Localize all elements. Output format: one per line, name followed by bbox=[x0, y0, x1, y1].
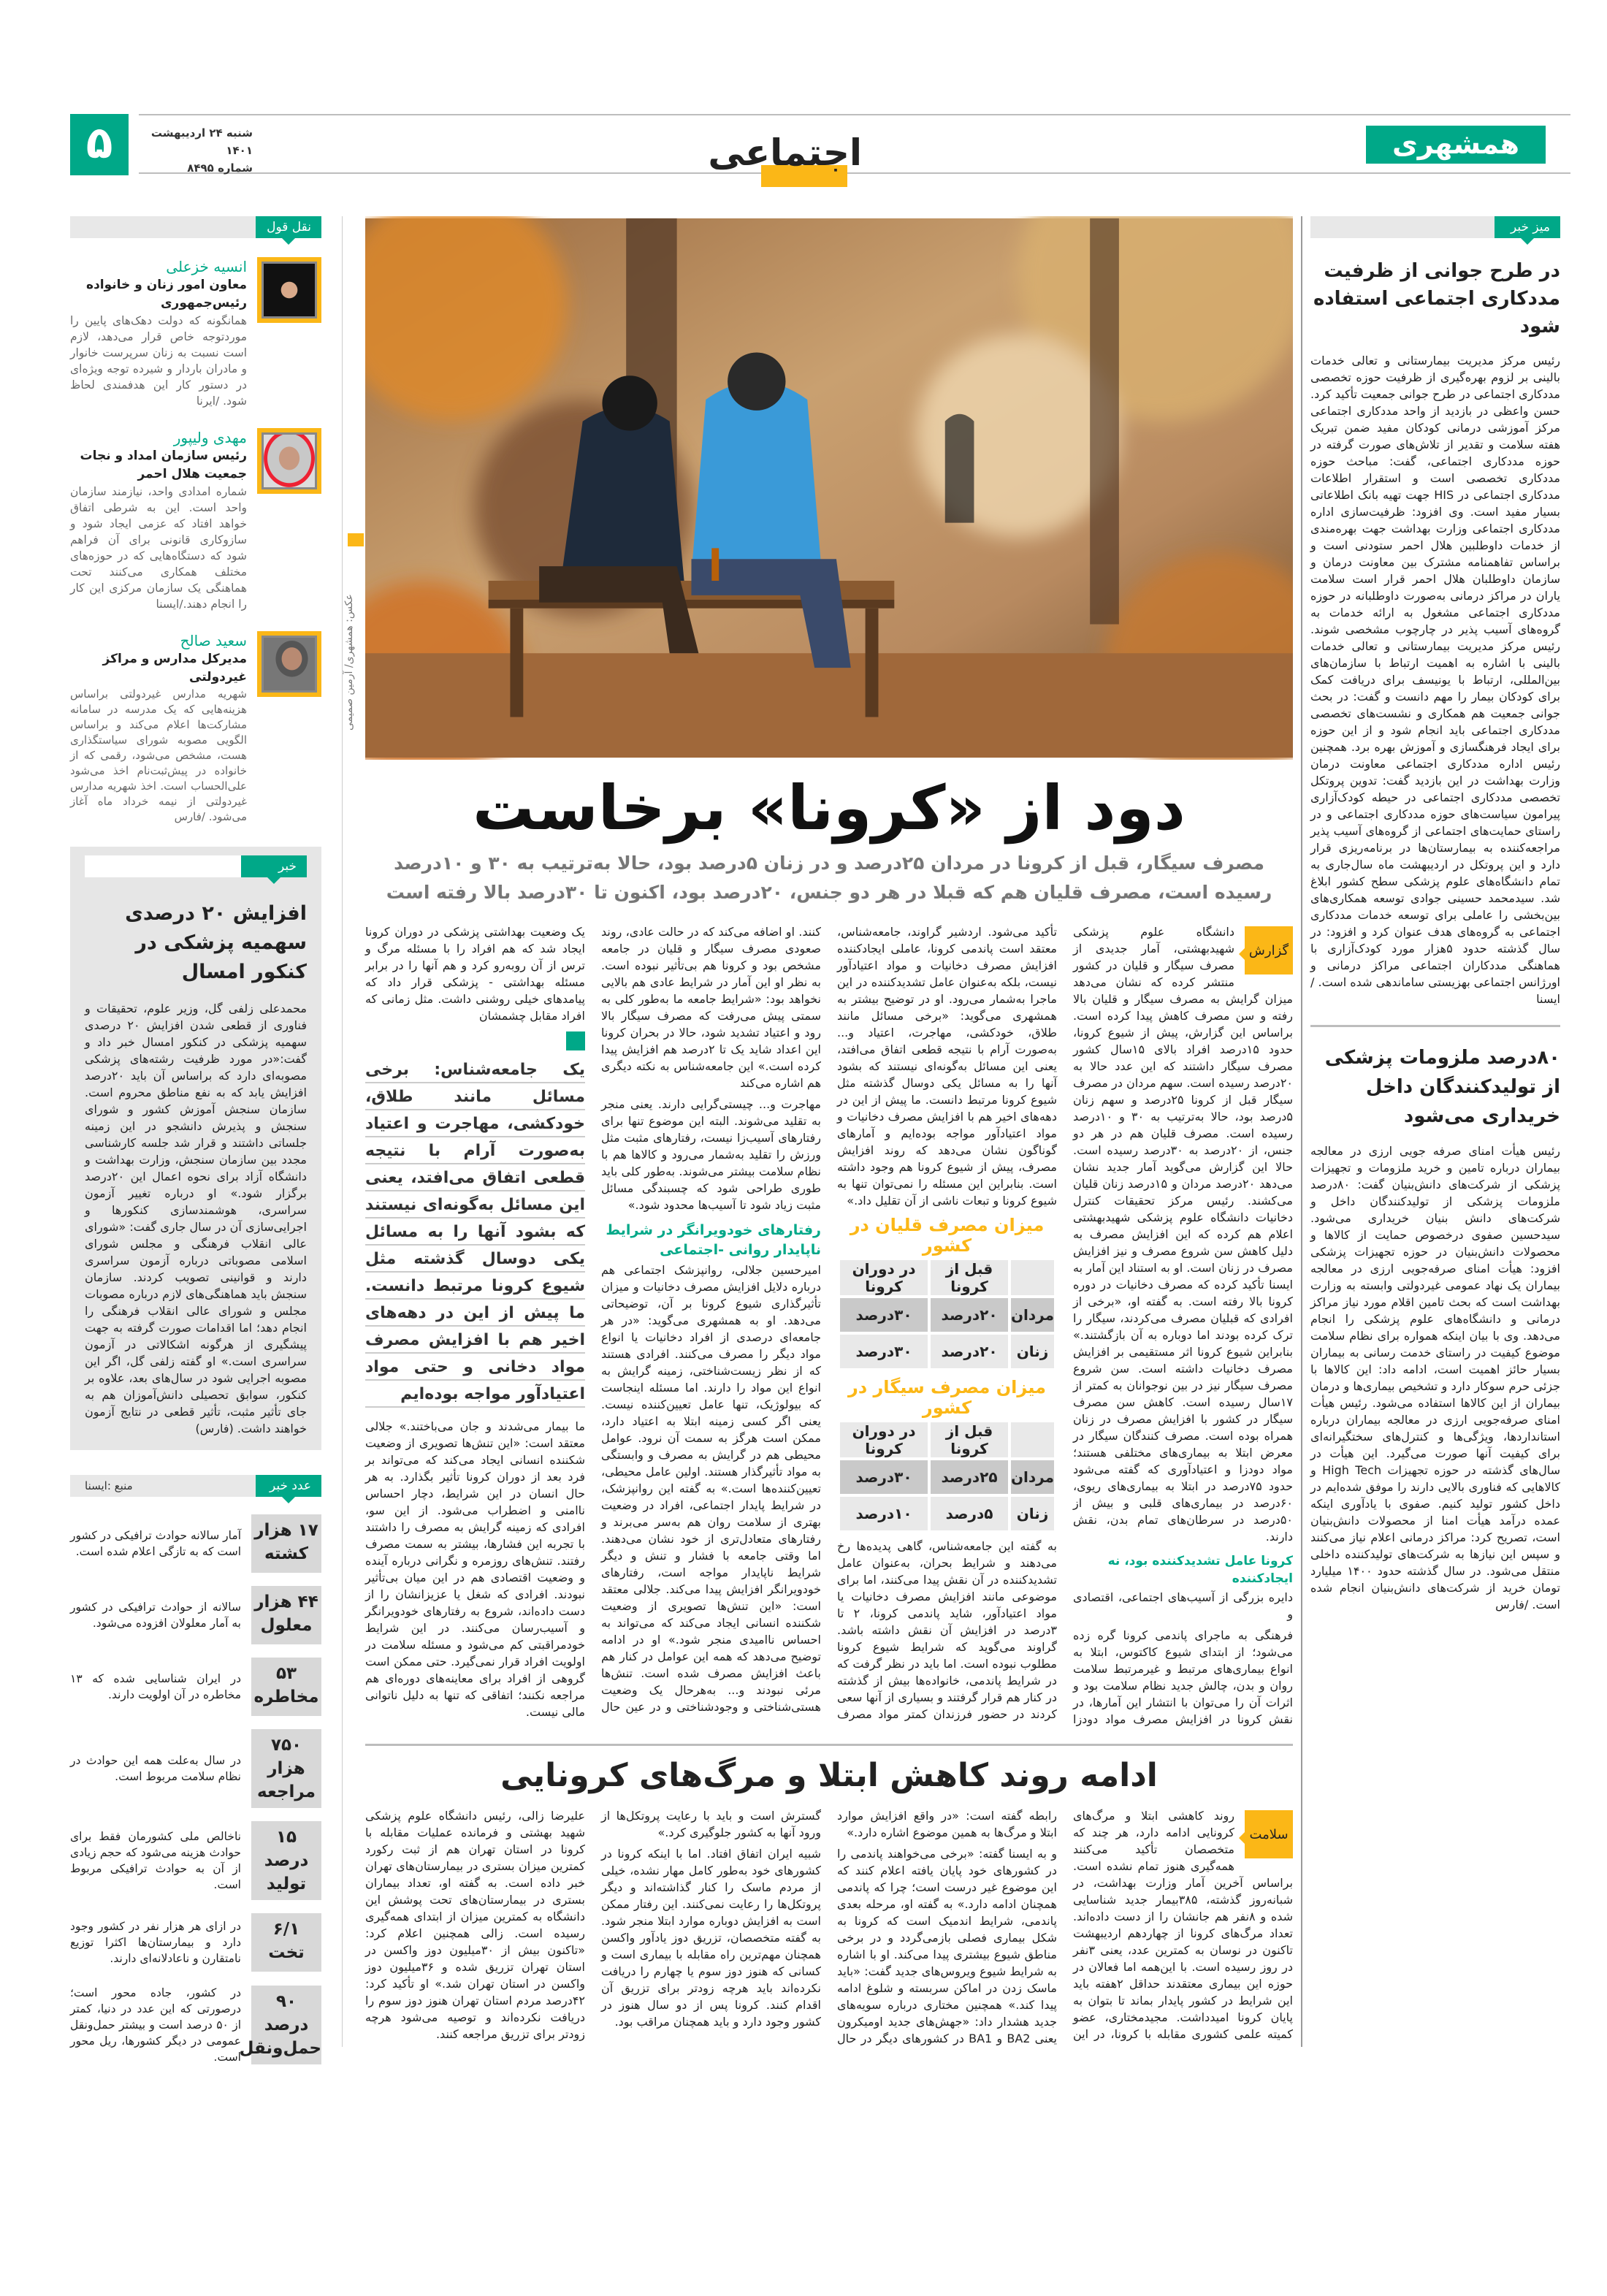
issue-date: شنبه ۲۴ اردیبهشت ۱۴۰۱ bbox=[150, 126, 253, 157]
number-item bbox=[70, 1913, 321, 1972]
main-lead: مصرف سیگار، قبل از کرونا در مردان ۲۵درصد و در زنان ۵درصد بود، حالا به‌ترتیب به ۳۰ و ۱۰درصد رسیده است، مصرف قلیان هم که قبلا در هر دو جنس، ۲۰درصد بود، اکنون تا ۳۰درصد بالا رفته است bbox=[386, 853, 1272, 903]
pullquote-marker bbox=[566, 1031, 585, 1050]
section-title: اجتماعی bbox=[708, 131, 862, 174]
section-logo bbox=[708, 129, 862, 191]
table-header: در دوران کرونا bbox=[840, 1260, 928, 1295]
table-cell: ۲۵درصد bbox=[931, 1460, 1008, 1494]
number-value-box bbox=[251, 1658, 321, 1716]
number-value-box bbox=[251, 1586, 321, 1644]
desk-story-headline: در طرح جوانی از ظرفیت مددکاری اجتماعی استفاده شود bbox=[1313, 260, 1560, 337]
desk-story-headline: ۸۰درصد ملزومات پزشکی از تولیدکنندگان داخل خریداری می‌شود bbox=[1324, 1047, 1560, 1127]
photo-credit-marker bbox=[348, 533, 364, 546]
photo-credit-text: عکس: همشهری/ آرمین صمیمی bbox=[343, 594, 355, 731]
table-header: قبل از کرونا bbox=[931, 1422, 1008, 1457]
number-description: ناخالص ملی کشورمان فقط برای حوادث هزینه می‌شود که حجم زیادی از آن به حوادث ترافیکی مربوط است. bbox=[70, 1830, 241, 1891]
desk-story-body: رئیس هیأت امنای صرفه جویی ارزی در معالجه بیماران درباره تامین و خرید ملزومات و تجهیزات پزشکی از شرکت‌های دانش‌بنیان گفت: ۸۰درصد ملزومات پزشکی از تولیدکنندگان داخل و شرکت‌های دانش بنیان خریداری می‌شود. سیدحسین صفوی درخصوص حمایت از کالاها و محصولات دانش‌بنیان در حوزه تجهیزات پزشکی افزود: هیأت امنای صرفه‌جویی ارزی در معالجه بیماران یک نهاد عمومی غیردولتی وابسته به وزارت بهداشت است که بحث تامین اقلام مورد نیاز مراکز درمانی و دانشگاه‌های علوم پزشکی را انجام می‌دهد. وی با بیان اینکه همواره برای نظام سلامت موضوع کیفیت در راستای خدمت رسانی به بیماران بسیار حائز اهمیت است، ادامه داد: این کالاها با جزئی حرم سوکار دارد و تشخیص بیماری‌ها و درمان بیماران از این کالاها استفاده می‌شود. رئیس هیأت امنای صرفه‌جویی ارزی در معالجه بیماران درباره استانداردها، ویژگی‌ها و کنترل‌های سختگیرانه‌ای برای کیفیت آنها صورت می‌گیرد. این هیأت در سال‌های گذشته در حوزه تجهیزات High Tech و کالاهایی که فناوری بالایی دارند را موفق شده‌ایم در داخل کشور تولید کنیم. صفوی با یادآوری اینکه عمده درآمد هیأت امنا از محصولات دانش‌بنیان است، تصریح کرد: مراکز درمانی اعلام نیاز می‌کنند و سپس این نیازها به شرکت‌های تولیدکننده داخلی منتقل می‌شود. در سال گذشته حدود ۱۴۰۰ میلیارد تومان خرید از شرکت‌های دانش‌بنیان انجام شده است. /فارس bbox=[1310, 1144, 1561, 1612]
article-text: امیرحسین جلالی، روانپزشک اجتماعی هم درباره دلایل افزایش مصرف دخانیات و میزان تأثیرگذاری شیوع کرونا بر آن، توضیحاتی می‌دهد. او به همشهری می‌گوید: «در هر جامعه‌ای درصدی از افراد دخانیات یا انواع مواد دیگر را مصرف می‌کنند. افرادی هستند که از نظر زیست‌شناختی، زمینه گرایش به انواع این مواد را دارند. اما مسئله اینجاست که بیولوژیک، تنها عامل تعیین‌کننده نیست. یعنی اگر کسی زمینه ابتلا به اعتیاد دارد، ممکن است هرگز به سمت آن نرود. عوامل محیطی هم در گرایش به مصرف و وابستگی به مواد تأثیرگذار هستند. اولین عامل محیطی، تعیین‌کننده‌ها است.» به گفته این روانپزشک، در شرایط پایدار اجتماعی، افراد در وضعیت بهتری از سلامت روان هم به‌سر می‌برند و رفتارهای متعادل‌تری از خود نشان می‌دهند. اما وقتی جامعه با فشار و تنش و دیگر شرایط ناپایدار مواجه است، رفتارهای خودویرانگر افزایش پیدا می‌کند. جلالی معتقد است: «این تنش‌ها تصویری از وضعیت شکننده انسانی ایجاد می‌کند که می‌تواند به احساس ناامیدی منجر شود.» او در ادامه توضیح می‌دهد که همه این عوامل در کنار هم باعث افزایش مصرف شده است. تنش‌ها مرئی نبودند و... به‌هرحال یک وضعیت هستی‌شناختی و وجودشناختی و در عین حال یک وضعیت بهداشتی پزشکی در دوران کرونا ایجاد شد که هم افراد را با مسئله مرگ و ترس از آن روبه‌رو کرد و هم آنها را در برابر مسئله بهداشتی - پزشکی قرار داد که پیامدهای خیلی روشنی داشت. مثل زمانی که افراد مقابل چشمشان bbox=[365, 925, 821, 1714]
article-text: فرهنگی به ماجرای پاندمی کرونا گره زده می‌شود؛ از ابتدای شیوع کاکتوس، ابتلا به انواع بیماری‌های مرتبط و غیرمرتبط سلامت روان و بدن، چالش جدید نظام سلامت بود و اثرات آن را می‌توان با انتشار این آمارها، در نقش کرونا در افزایش مصرف مواد دودزا تأکید می‌شود. اردشیر گراوند، جامعه‌شناس، معتقد است پاندمی کرونا، عاملی ایجادکننده افزایش مصرف دخانیات و مواد اعتیادآور نیست، بلکه به‌عنوان عامل تشدیدکننده در این ماجرا به‌شمار می‌رود. او در توضیح بیشتر به همشهری می‌گوید: «برخی مسائل مانند طلاق، خودکشی، مهاجرت، اعتیاد و... به‌صورت آرام با نتیجه قطعی اتفاق می‌افتد، یعنی این مسائل به‌گونه‌ای نیستند که بشود آنها را به مسائل یکی دوسال گذشته مثل شیوع کرونا مرتبط دانست. ما پیش از این در دهه‌های اخیر هم با افزایش مصرف دخانیات و مواد اعتیادآور مواجه بوده‌ایم و آمارهای گوناگون نشان می‌دهد که روند افزایش مصرف، پیش از شیوع کرونا هم وجود داشته است. بنابراین این مسئله را نمی‌توان تنها به شیوع کرونا و تبعات ناشی از آن تقلیل داد.» bbox=[837, 925, 1293, 1726]
table-cell: ۱۰درصد bbox=[840, 1497, 928, 1530]
number-item bbox=[70, 1658, 321, 1716]
table-cell: مردان bbox=[1011, 1298, 1054, 1332]
main-article-columns bbox=[365, 923, 1293, 1728]
news-tag-bar bbox=[85, 855, 307, 877]
numbers-source: منبع :ایسنا bbox=[85, 1479, 133, 1492]
quote-author: سعید صالح bbox=[180, 632, 247, 649]
numbers-list bbox=[70, 1497, 321, 2065]
cigarette-table-block bbox=[837, 1377, 1057, 1533]
desk-tag: میز خبر bbox=[1495, 216, 1560, 238]
article-text: مهاجرت و... چیستی‌گرایی دارند. یعنی منجر به تقلید می‌شوند. البته این موضوع تنها برای رفتارهای آسیب‌زا نیست، رفتارهای مثبت مثل ورزش را تقلید به‌شمار می‌رود و کالاها هم با نظام سلامت بیشتر می‌شوند. به‌طور کلی باید طوری طراحی شود که چسبندگی مسائل مثبت زیاد شود تا آسیب‌ها محدود شود.» bbox=[601, 1097, 821, 1212]
hookah-table-block bbox=[837, 1215, 1057, 1371]
quote-author-title: مدیرکل مدارس و مراکز غیردولتی bbox=[102, 652, 247, 684]
park-bench-photo bbox=[365, 216, 1293, 760]
number-description: آمار سالانه حوادث ترافیکی در کشور است که به تازگی اعلام شده است. bbox=[70, 1529, 241, 1558]
quote-text: همانگونه که دولت دهک‌های پایین را موردتوجه خاص قرار می‌دهد، لازم است نسبت به زنان سرپرست خانوار و مادران باردار و شیرده توجه ویژه‌ای در دستور کار این هدفمندی لحاظ شود. /ایرنا bbox=[70, 314, 247, 408]
main-content bbox=[365, 216, 1293, 2047]
number-value: ۴۴ هزار bbox=[254, 1593, 318, 1612]
number-item bbox=[70, 1729, 321, 1808]
article-text: و به ایسنا گفته: «برخی می‌خواهند پاندمی را در کشورهای خود پایان یافته اعلام کنند که این موضوع غیر درست است؛ چرا که پاندمی همچنان ادامه دارد.» به گفته او، مرحله بعدی پاندمی، شرایط اندمیک است که کرونا به شکل بیماری فصلی بازمی‌گردد و در برخی مناطق شیوع بیشتری پیدا می‌کند. او با اشاره به شرایط شیوع ویروس‌های جدید گفت: «باید ماسک زدن در اماکن سربسته و شلوغ ادامه پیدا کند.» همچنین مختاری درباره سویه‌های جدید هشدار داد: «جهش‌های جدید اومیکرون یعنی BA2 و BA1 در کشورهای دیگر در حال گسترش است و باید با رعایت پروتکل‌ها از ورود آنها به کشور جلوگیری کرد.» bbox=[601, 1809, 1057, 2045]
quotes-tag-bar bbox=[70, 216, 321, 238]
table-cell: مردان bbox=[1011, 1460, 1054, 1494]
table-title: میزان مصرف سیگار در کشور bbox=[848, 1377, 1046, 1418]
number-value-box bbox=[251, 1514, 321, 1573]
quote-item bbox=[70, 257, 321, 409]
number-value-box bbox=[239, 1986, 321, 2064]
table-header bbox=[1011, 1422, 1054, 1457]
table-cell: زنان bbox=[1011, 1497, 1054, 1530]
cigarette-table bbox=[837, 1419, 1057, 1533]
table-cell: ۵درصد bbox=[931, 1497, 1008, 1530]
news-tag: خبر bbox=[241, 855, 307, 877]
number-unit: تولید bbox=[266, 1874, 307, 1893]
number-unit: حمل‌ونقل bbox=[239, 2039, 321, 2058]
article-subhead: رفتارهای خودویرانگر در شرایط ناپایدار روانی -اجتماعی bbox=[606, 1222, 821, 1258]
photo-credit bbox=[343, 594, 355, 731]
news-body: محمدعلی زلفی گل، وزیر علوم، تحقیقات و فناوری از قطعی شدن افزایش ۲۰ درصدی سهمیه پزشکی در کنکور امسال خبر داد و گفت:«در مورد ظرفیت رشته‌های پزشکی مصوبه‌ای دارد که براساس آن باید ۲۰درصد افزایش یابد که به نفع مناطق محروم است. سازمان سنجش آموزش کشور و شورای سنجش و پذیرش دانشجو در این زمینه جلساتی داشتند و قرار شد جلسه کارشناسی مجدد بین سازمان سنجش، وزارت بهداشت و دانشگاه آزاد برای نحوه اعمال این ۲۰درصد برگزار شود.» او درباره تغییر آزمون سراسری، هوشمندسازی کنکورها و اجرایی‌سازی آن در سال جاری گفت: «شورای عالی انقلاب فرهنگی و مجلس شورای اسلامی مصوباتی درباره آزمون سراسری دارند و قوانینی تصویب کردند. سازمان سنجش باید هماهنگی‌های لازم درباره مصوبات مجلس و شورای عالی انقلاب فرهنگی را انجام دهد؛ اما اقدامات صورت گرفته به جهت پیشگیری از هرگونه اشکالاتی در آزمون سراسری است.» او گفته زلفی گل، اگر این مصوبه اجرایی شود در سال‌های بعد، علاوه بر کنکور، سوابق تحصیلی دانش‌آموزان هم به جای تأثیر مثبت، تأثیر قطعی در نتایج آزمون خواهند داشت. (فارس) bbox=[85, 1002, 307, 1435]
article-subhead: کرونا عامل تشدیدکننده بود، نه ایجادکننده bbox=[1107, 1554, 1293, 1586]
number-item bbox=[70, 1514, 321, 1573]
table-header: در دوران کرونا bbox=[840, 1422, 928, 1457]
article-text: ما بیمار می‌شدند و جان می‌باختند.» جلالی معتقد است: «این تنش‌ها تصویری از وضعیت شکننده انسانی ایجاد می‌کند که می‌تواند بر فرد بعد از دوران کرونا تأثیر بگذارد. به هر حال انسان در این شرایط، دچار احساس ناامنی و اضطراب می‌شود. از این سو، افرادی که زمینه گرایش به مصرف را داشتند با تجربه این فشارها، بیشتر به سمت مصرف رفتند. تنش‌های روزمره و نگرانی درباره آینده و وضعیت اقتصادی هم در این میان بی‌تأثیر نبودند. افرادی که شغل یا عزیزانشان را از دست داده‌اند، شروع به رفتارهای خودویرانگر و آسیب‌رسان می‌کنند. در این شرایط خودمراقبتی کم می‌شود و مسئله سلامت در اولویت افراد قرار نمی‌گیرد. حتی ممکن است گروهی از افراد برای معاینه‌های دوره‌ای هم مراجعه نکنند؛ اتفاقی که تنها به دلیل ناتوانی مالی نیست. bbox=[365, 1419, 585, 1719]
desk-story-body: رئیس مرکز مدیریت بیمارستانی و تعالی خدمات بالینی بر لزوم بهره‌گیری از ظرفیت حوزه تخصصی مددکاری اجتماعی در طرح جوانی جمعیت تأکید کرد. حسن واعظی در بازدید از واحد مددکاری اجتماعی مرکز آموزشی درمانی کودکان مفید ضمن تبریک هفته سلامت و تقدیر از تلاش‌های صورت گرفته در حوزه مددکاری اجتماعی، گفت: مباحث حوزه مددکاری تخصصی است و استقرار اطلاعات مددکاری اجتماعی در HIS جهت تهیه بانک اطلاعاتی بسیار مفید است. وی افزود: ظرفیت‌سازی اداره مددکاری اجتماعی وزارت بهداشت جهت بهره‌مندی از خدمات داوطلبین هلال احمر ستودنی است و براساس تفاهمنامه مشترک بین معاونت درمان و سازمان داوطلبان هلال احمر قرار است سلامت یاران در مراکز درمانی به‌صورت داوطلبانه در حوزه مددکاری اجتماعی مشغول به ارائه خدمات به گروه‌های آسیب پذیر در چارچوب مشخصی شوند. رئیس مرکز مدیریت بیمارستانی و تعالی خدمات بالینی با اشاره به اهمیت ارتباط با سازمان‌های بین‌المللی، ارتباط با یونیسف برای دریافت کمک برای کودکان بیمار را مهم دانست و گفت: در بحث جوانی جمعیت هم همکاری و نشست‌های تخصصی مددکاری اجتماعی باید انجام شود و از این حوزه برای ایجاد فرهنگسازی و آموزش بهره برد. همچنین رئیس اداره مددکاری اجتماعی معاونت درمان وزارت بهداشت در این بازدید گفت: تدوین پروتکل تخصصی مددکاری اجتماعی در حیطه کودک‌آزاری پیرامون سیاست‌های حوزه مددکاری اجتماعی و در راستای حمایت‌های اجتماعی از گروه‌های آسیب پذیر مراجعه‌کننده به بیمارستان‌ها در برنامه‌ریزی قرار دارد و این پروتکل در اردیبهشت ماه سال‌جاری به تمام دانشگاه‌های علوم پزشکی سطح کشور ابلاغ شد. سیدمحمد حسینی جوادی توسعه همکاری‌های بین‌بخشی را عاملی برای توسعه خدمات مددکاری اجتماعی به گروه‌های هدف عنوان کرد و افزود: در سال گذشته حدود ۵هزار مورد کودک‌آزاری با هماهنگی مددکاران اجتماعی مراکز درمانی و اورژانس اجتماعی بهزیستی ساماندهی شده است. /ایسنا bbox=[1310, 354, 1561, 1006]
news-headline: افزایش ۲۰ درصدی سهمیه پزشکی در کنکور امسال bbox=[125, 902, 307, 983]
number-value: ۶/۱ bbox=[272, 1920, 300, 1939]
number-value: ۷۵۰ هزار bbox=[267, 1736, 305, 1778]
news-desk-column bbox=[1310, 216, 1560, 1613]
story-separator bbox=[1310, 1025, 1560, 1027]
avatar bbox=[257, 257, 321, 323]
number-item bbox=[70, 1985, 321, 2065]
main-headline: دود از «کرونا» برخاست bbox=[473, 772, 1186, 844]
quote-author-title: رئیس سازمان امداد و نجات جمعیت هلال احمر bbox=[80, 449, 247, 481]
report-tag: گزارش bbox=[1245, 926, 1293, 975]
news-box bbox=[70, 847, 321, 1450]
main-photo bbox=[365, 216, 1293, 760]
article-text: روند کاهشی ابتلا و مرگ‌های کرونایی ادامه دارد، هر چند که متخصصان تأکید می‌کنند همه‌گیری هنوز تمام نشده است. براساس آخرین آمار وزارت بهداشت، در شبانه‌روز گذشته، ۳۸۵بیمار جدید شناسایی شده و ۸نفر هم جانشان را از دست داده‌اند. تعداد مرگ‌های کرونا از چهاردهم اردیبهشت تاکنون در نوسان به کمترین عدد، یعنی ۳نفر در روز رسیده است. با این‌همه اما فعالان در حوزه این بیماری معتقدند حداقل ۲هفته باید این شرایط در کشور پایدار بماند تا بتوان به پایان کرونا امیدداشت. مجیدمختاری، عضو کمیته علمی کشوری مقابله با کرونا، در این رابطه گفته است: «در واقع افزایش موارد ابتلا و مرگ‌ها به همین موضوع اشاره دارد.» bbox=[837, 1809, 1294, 2041]
numbers-tag: عدد خبر bbox=[256, 1475, 321, 1497]
health-tag: سلامت bbox=[1245, 1810, 1293, 1858]
number-unit: مراجعه bbox=[257, 1782, 316, 1801]
table-cell: ۳۰درصد bbox=[840, 1335, 928, 1368]
table-header bbox=[1011, 1260, 1054, 1295]
number-value: ۱۵ درصد bbox=[264, 1828, 309, 1870]
page-number: ۵ bbox=[85, 118, 113, 169]
number-value: ۵۳ bbox=[275, 1664, 297, 1683]
quote-author-title: معاون امور زنان و خانواده رئیس‌جمهوری bbox=[86, 278, 247, 310]
left-sidebar bbox=[70, 216, 321, 2065]
issue-number: شماره ۸۴۹۵ bbox=[187, 161, 253, 175]
number-description: در کشور، جاده محور است؛ درصورتی که این عدد در دنیا، کمتر از ۵۰ درصد است و بیشتر حمل‌ونقل عمومی در دیگر کشورها، ریل محور است. bbox=[70, 1986, 242, 2064]
quotes-tag: نقل قول bbox=[256, 216, 321, 238]
brand-logo bbox=[1366, 126, 1546, 164]
second-headline: ادامه روند کاهش ابتلا و مرگ‌های کرونایی bbox=[500, 1757, 1158, 1794]
number-unit: مخاطره bbox=[253, 1687, 319, 1706]
quotes-section bbox=[70, 257, 321, 825]
quote-item bbox=[70, 428, 321, 612]
number-description: در ازای هر هزار نفر در کشور وجود دارد و بیمارستان‌ها اکثرا توزیع نامتقارن و ناعادلانه‌ای دارند. bbox=[70, 1920, 241, 1965]
number-item bbox=[70, 1586, 321, 1644]
hookah-table bbox=[837, 1257, 1057, 1371]
article-text: دانشگاه علوم پزشکی شهیدبهشتی، آمار جدیدی از مصرف سیگار و قلیان در کشور منتشر کرده که نشان می‌دهد میزان گرایش به مصرف سیگار و قلیان بالا رفته و سن مصرف کاهش پیدا کرده است. براساس این گزارش، پیش از شیوع کرونا، حدود ۱۵درصد افراد بالای ۱۵سال کشور مصرف سیگار داشتند که این عدد حالا به ۲۰درصد رسیده است. سهم مردان در مصرف سیگار قبل از کرونا ۲۵درصد و سهم زنان ۵درصد بود، حالا به‌ترتیب به ۳۰ و ۱۰درصد رسیده است. مصرف قلیان هم در هر دو جنس، از ۲۰درصد به ۳۰درصد رسیده است. حالا این گزارش می‌گوید آمار جدید نشان می‌دهد ۲۰درصد مردان و ۱۵درصد زنان قلیان می‌کشند. رئیس مرکز تحقیقات کنترل دخانیات دانشگاه علوم پزشکی شهیدبهشتی اعلام هم کرده که این افزایش مصرف به دلیل کاهش سن شروع مصرف و نیز افزایش مصرف در زنان است. او به استناد این آمار به ایسنا تأکید کرده که مصرف دخانیات در دوره کرونا بالا رفته است. به گفته او، «برخی از افرادی که قبلیان مصرف می‌کردند، سیگار را ترک کرده بودند اما دوباره به آن بازگشتند.» بنابراین شیوع کرونا اثر مستقیمی بر افزایش مصرف دخانیات داشته است. سن شروع مصرف سیگار نیز در بین نوجوانان به کمتر از ۱۷سال رسیده است. کاهش سن مصرف سیگار در کشور با افزایش مصرف در زنان همراه بوده است. مصرف کنندگان سیگار در معرض ابتلا به بیماری‌های مختلفی هستند؛ مواد دودزا و اعتیادآوری که گفته می‌شود حدود ۷۵درصد در ابتلا به بیماری‌های ریوی، ۶۰درصد در بیماری‌های قلبی و بیش از ۵۰درصد در سرطان‌های تمام بدن، نقش دارند. bbox=[1073, 925, 1294, 1544]
number-description: در سال به‌علت همه این حوادث در نظام سلامت مربوط است. bbox=[70, 1754, 241, 1783]
quote-text: شهریه مدارس غیردولتی براساس هزینه‌هایی که یک مدرسه در سامانه مشارکت‌ها اعلام می‌کند و براساس الگویی مصوبه شورای سیاستگذاری هست، مشخص می‌شود، رقمی که از خانواده در پیش‌ثبت‌نام اخذ می‌شود علی‌الحساب است. اخذ شهریه مدارس غیردولتی از نیمه خرداد ماه آغاز می‌شود. /فارس bbox=[70, 687, 247, 823]
number-unit: معلول bbox=[260, 1616, 313, 1635]
table-header: قبل از کرونا bbox=[931, 1260, 1008, 1295]
issue-info bbox=[136, 124, 253, 177]
avatar bbox=[257, 631, 321, 697]
table-cell: ۳۰درصد bbox=[840, 1298, 928, 1332]
number-value-box bbox=[251, 1729, 321, 1808]
number-value: ۱۷ هزار bbox=[254, 1521, 318, 1540]
second-article-columns bbox=[365, 1807, 1293, 2047]
table-cell: ۲۰درصد bbox=[931, 1298, 1008, 1332]
quote-author: مهدی ولیپور bbox=[173, 429, 247, 446]
number-value: ۹۰ درصد bbox=[264, 1992, 309, 2034]
number-unit: تخت bbox=[268, 1943, 305, 1962]
table-cell: زنان bbox=[1011, 1335, 1054, 1368]
number-unit: کشته bbox=[264, 1544, 309, 1563]
quote-item bbox=[70, 631, 321, 825]
brand-name: همشهری bbox=[1392, 128, 1520, 160]
article-text: شبیه ایران اتفاق افتاد. اما با اینکه کرونا در کشورهای خود به‌طور کامل مهار نشده، خیلی از مردم ماسک را کنار گذاشته‌اند و دیگر پروتکل‌ها را رعایت نمی‌کنند. این رفتار ممکن است به افزایش دوباره موارد ابتلا منجر شود. به گفته متخصصان، تزریق دوز یادآور واکسن همچنان مهم‌ترین راه مقابله با بیماری است و کسانی که هنوز دوز سوم یا چهارم را دریافت نکرده‌اند باید هرچه زودتر برای تزریق آن اقدام کنند. کرونا پس از دو سال هنوز در کشور وجود دارد و باید همچنان مراقب بود. bbox=[601, 1847, 821, 2029]
table-cell: ۲۰درصد bbox=[931, 1335, 1008, 1368]
number-description: در ایران شناسایی شده که ۱۳ مخاطره در آن اولویت دارند. bbox=[70, 1672, 241, 1701]
article-text: به گفته این جامعه‌شناس، گاهی پدیده‌ها رخ می‌دهند و شرایط بحران، به‌عنوان عامل تشدیدکننده در آن نقش پیدا می‌کنند، اما برای موضوعی مانند افزایش مصرف دخانیات یا مواد اعتیادآور، شاید پاندمی کرونا، ۲ تا ۳درصد در افزایش آن نقش داشته باشد. گراوند می‌گوید که شرایط شیوع کرونا مطلوب نبوده است. اما باید در نظر گرفت که در شرایط پاندمی، خانواده‌ها بیش از گذشته در کنار هم قرار گرفتند و بسیاری از آنها سعی کردند در حضور فرزندان کمتر مواد مصرف کنند. او اضافه می‌کند که در حالت عادی، روند صعودی مصرف سیگار و قلیان در جامعه مشخص بود و کرونا هم بی‌تأثیر نبوده است. به نظر او این آمار در شرایط عادی هم بالایی نخواهد بود: «شرایط جامعه ما به‌طور کلی به سمتی پیش می‌رفت که مصرف سیگار بالا رود و اعتیاد تشدید شود، حالا در بحران کرونا این اعداد شاید یک تا ۲درصد هم افزایش پیدا کرده است.» این جامعه‌شناس به نکته دیگری هم اشاره می‌کند bbox=[601, 925, 1057, 1721]
article-text: دایره بزرگی از آسیب‌های اجتماعی، اقتصادی و bbox=[1073, 1590, 1293, 1621]
number-description: سالانه از حوادث ترافیکی در کشور به آمار معلولان افزوده می‌شود. bbox=[70, 1601, 241, 1630]
table-title: میزان مصرف قلیان در کشور bbox=[850, 1215, 1045, 1256]
quote-author: انسیه خزعلی bbox=[166, 258, 247, 275]
numbers-tag-bar bbox=[70, 1475, 321, 1497]
desk-tag-bar bbox=[1310, 216, 1560, 238]
article-separator bbox=[365, 1744, 1293, 1746]
pullquote: یک جامعه‌شناس: برخی مسائل مانند طلاق، خودکشی، مهاجرت و اعتیاد به‌صورت آرام با نتیجه قطعی اتفاق می‌افتد، یعنی این مسائل به‌گونه‌ای نیستند که بشود آنها را به مسائل یکی دوسال گذشته مثل شیوع کرونا مرتبط دانست. ما پیش از این در دهه‌های اخیر هم با افزایش مصرف مواد دخانی و حتی مواد اعتیادآور مواجه بوده‌ایم bbox=[365, 1056, 585, 1408]
header-top-rule bbox=[139, 114, 1570, 115]
quote-text: شماره امدادی واحد، نیازمند سازمان واحد است. این به شرطی اتفاق خواهد افتاد که عزمی ایجاد شود و سازوکاری قانونی برای آن فراهم شود که دستگاه‌هایی که در حوزه‌های مختلف همکاری می‌کنند تحت هماهنگی یک سازمان مرکزی این کار را انجام دهند./ایسنا bbox=[70, 485, 247, 611]
article-text: علیرضا زالی، رئیس دانشگاه علوم پزشکی شهید بهشتی و فرمانده عملیات مقابله با کرونا در استان تهران هم از ثبت رکورد کمترین میزان بستری در بیمارستان‌های تهران خبر داده است. به گفته او، تعداد بیماران بستری در بیمارستان‌های تحت پوشش این دانشگاه به کمترین میزان از ابتدای همه‌گیری رسیده است. زالی همچنین اعلام کرد: «تاکنون بیش از ۳۰میلیون دوز واکسن در استان تهران تزریق شده و ۳۶میلیون دوز واکسن در استان تهران شد.» او تأکید کرد: ۴۲درصد مردم استان تهران هنوز دوز سوم را دریافت نکرده‌اند و توصیه می‌شود هرچه زودتر برای تزریق مراجعه کنند. bbox=[365, 1809, 586, 2041]
number-value-box bbox=[251, 1821, 321, 1900]
number-value-box bbox=[251, 1913, 321, 1972]
page-number-box bbox=[70, 114, 129, 175]
table-cell: ۳۰درصد bbox=[840, 1460, 928, 1494]
number-item bbox=[70, 1821, 321, 1900]
avatar bbox=[257, 428, 321, 494]
